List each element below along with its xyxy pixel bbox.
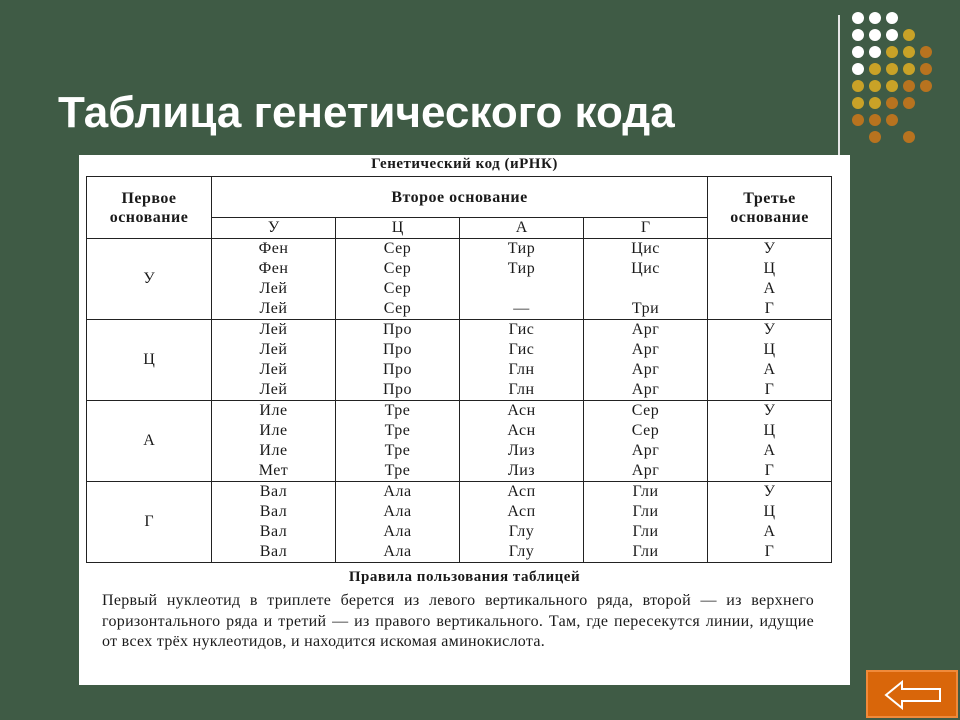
decorative-dot	[886, 29, 898, 41]
amino-acid: Лей	[259, 381, 288, 398]
genetic-code-sheet	[79, 155, 850, 685]
amino-acid: Арг	[631, 361, 660, 378]
decorative-dot	[869, 63, 881, 75]
third-base-cell	[708, 320, 832, 401]
amino-acid-cell	[212, 401, 336, 482]
decorative-dot-grid	[852, 12, 952, 162]
third-base-label: А	[763, 523, 776, 540]
third-base-cell	[708, 482, 832, 563]
third-base-cell	[708, 239, 832, 320]
header-third-base: Третье основание	[708, 177, 832, 239]
decorative-dot	[903, 80, 915, 92]
amino-acid: Ала	[383, 543, 412, 560]
amino-acid: Тре	[384, 442, 411, 459]
decorative-dot	[852, 80, 864, 92]
amino-acid: Мет	[258, 462, 289, 479]
decorative-dot	[886, 80, 898, 92]
third-base-label: Г	[764, 381, 775, 398]
amino-acid-cell	[584, 239, 708, 320]
decorative-dot	[886, 97, 898, 109]
decorative-dot	[869, 97, 881, 109]
amino-acid: Сер	[383, 240, 412, 257]
amino-acid: Вал	[259, 483, 288, 500]
third-base-label: Ц	[763, 260, 776, 277]
decorative-divider	[838, 15, 840, 155]
amino-acid: Иле	[259, 422, 288, 439]
second-base-label: Г	[584, 218, 708, 239]
codon-group-row	[87, 239, 832, 320]
decorative-dot	[886, 114, 898, 126]
arrow-left-icon	[884, 680, 942, 710]
amino-acid: Лиз	[507, 442, 536, 459]
amino-acid-cell	[584, 401, 708, 482]
amino-acid: Гис	[508, 321, 535, 338]
third-base-label: У	[763, 240, 776, 257]
decorative-dot	[852, 97, 864, 109]
third-base-label: А	[763, 361, 776, 378]
first-base-label: У	[87, 239, 212, 320]
amino-acid: Вал	[259, 503, 288, 520]
third-base-label: А	[763, 442, 776, 459]
amino-acid: Сер	[383, 280, 412, 297]
amino-acid: Сер	[631, 402, 660, 419]
amino-acid: Вал	[259, 523, 288, 540]
second-base-label: У	[212, 218, 336, 239]
amino-acid: Фен	[258, 240, 289, 257]
amino-acid: Глн	[508, 381, 535, 398]
amino-acid-cell	[336, 482, 460, 563]
decorative-dot	[852, 12, 864, 24]
amino-acid: Асн	[507, 422, 536, 439]
codon-group-row	[87, 401, 832, 482]
amino-acid-cell	[584, 482, 708, 563]
codon-group-row	[87, 320, 832, 401]
amino-acid: Арг	[631, 462, 660, 479]
amino-acid: Арг	[631, 381, 660, 398]
amino-acid: Лей	[259, 321, 288, 338]
amino-acid: Сер	[383, 300, 412, 317]
first-base-label: Ц	[87, 320, 212, 401]
decorative-dot	[903, 63, 915, 75]
amino-acid: Ала	[383, 523, 412, 540]
third-base-cell	[708, 401, 832, 482]
amino-acid-cell	[212, 320, 336, 401]
amino-acid: Гли	[632, 523, 659, 540]
amino-acid-cell	[460, 239, 584, 320]
rules-title: Правила пользования таблицей	[348, 569, 581, 585]
amino-acid: Арг	[631, 321, 660, 338]
amino-acid	[584, 279, 707, 299]
amino-acid: Иле	[259, 402, 288, 419]
amino-acid-cell	[460, 320, 584, 401]
decorative-dot	[920, 80, 932, 92]
amino-acid: Гли	[632, 503, 659, 520]
header-second-base: Второе основание	[212, 177, 708, 218]
decorative-dot	[869, 29, 881, 41]
amino-acid-cell	[584, 320, 708, 401]
third-base-label: Ц	[763, 503, 776, 520]
amino-acid: Про	[382, 321, 413, 338]
amino-acid: Про	[382, 341, 413, 358]
amino-acid: Тир	[507, 240, 536, 257]
decorative-dot	[886, 12, 898, 24]
amino-acid-cell	[460, 401, 584, 482]
slide-title: Таблица генетического кода	[58, 88, 675, 137]
decorative-dot	[920, 63, 932, 75]
amino-acid: Арг	[631, 442, 660, 459]
third-base-label: Ц	[763, 341, 776, 358]
decorative-dot	[903, 131, 915, 143]
amino-acid-cell	[212, 482, 336, 563]
amino-acid: Фен	[258, 260, 289, 277]
decorative-dot	[903, 29, 915, 41]
decorative-dot	[903, 46, 915, 58]
decorative-dot	[852, 46, 864, 58]
amino-acid: Цис	[631, 260, 660, 277]
table-caption: Генетический код (иРНК)	[371, 156, 558, 172]
third-base-label: У	[763, 483, 776, 500]
decorative-dot	[852, 114, 864, 126]
amino-acid: Ала	[383, 483, 412, 500]
codon-group-row	[87, 482, 832, 563]
decorative-dot	[852, 63, 864, 75]
amino-acid: Тре	[384, 402, 411, 419]
table-header-row	[87, 177, 832, 218]
amino-acid: Глу	[508, 523, 535, 540]
header-first-base: Первое основание	[87, 177, 212, 239]
amino-acid-cell	[336, 320, 460, 401]
amino-acid: Гли	[632, 543, 659, 560]
amino-acid: —	[513, 300, 530, 317]
amino-acid: Иле	[259, 442, 288, 459]
amino-acid: Ала	[383, 503, 412, 520]
amino-acid: Гли	[632, 483, 659, 500]
amino-acid: Лей	[259, 300, 288, 317]
decorative-dot	[852, 29, 864, 41]
third-base-label: Г	[764, 462, 775, 479]
amino-acid-cell	[460, 482, 584, 563]
decorative-dot	[886, 46, 898, 58]
amino-acid: Вал	[259, 543, 288, 560]
decorative-dot	[869, 12, 881, 24]
amino-acid: Глу	[508, 543, 535, 560]
amino-acid: Лиз	[507, 462, 536, 479]
amino-acid: Про	[382, 361, 413, 378]
amino-acid-cell	[336, 401, 460, 482]
decorative-dot	[886, 63, 898, 75]
amino-acid: Арг	[631, 341, 660, 358]
amino-acid: Асп	[507, 503, 536, 520]
first-base-label: Г	[87, 482, 212, 563]
amino-acid: Лей	[259, 280, 288, 297]
amino-acid: Сер	[383, 260, 412, 277]
first-base-label: А	[87, 401, 212, 482]
rules-text: Первый нуклеотид в триплете берется из левого вертикального ряда, второй — из верхнего горизонтального ряда и третий — из правого вертикального. Там, где пересекутся линии, идущие от всех трёх нуклеотидов, и находится искомая аминокислота.	[102, 592, 814, 650]
amino-acid: Цис	[631, 240, 660, 257]
amino-acid-cell	[336, 239, 460, 320]
third-base-label: У	[763, 321, 776, 338]
decorative-dot	[869, 131, 881, 143]
third-base-label: У	[763, 402, 776, 419]
amino-acid: Асп	[507, 483, 536, 500]
decorative-dot	[869, 80, 881, 92]
amino-acid: Глн	[508, 361, 535, 378]
amino-acid: Тре	[384, 462, 411, 479]
decorative-dot	[869, 114, 881, 126]
decorative-dot	[920, 46, 932, 58]
second-base-label: А	[460, 218, 584, 239]
amino-acid: Асн	[507, 402, 536, 419]
third-base-label: А	[763, 280, 776, 297]
decorative-dot	[869, 46, 881, 58]
amino-acid: Лей	[259, 361, 288, 378]
third-base-label: Г	[764, 543, 775, 560]
decorative-dot	[903, 97, 915, 109]
amino-acid: Лей	[259, 341, 288, 358]
back-button[interactable]	[866, 670, 958, 718]
third-base-label: Г	[764, 300, 775, 317]
amino-acid: Тре	[384, 422, 411, 439]
second-base-label: Ц	[336, 218, 460, 239]
amino-acid: Про	[382, 381, 413, 398]
amino-acid: Три	[631, 300, 660, 317]
amino-acid: Тир	[507, 260, 536, 277]
genetic-code-table	[86, 176, 832, 563]
amino-acid	[460, 279, 583, 299]
amino-acid: Гис	[508, 341, 535, 358]
third-base-label: Ц	[763, 422, 776, 439]
amino-acid-cell	[212, 239, 336, 320]
amino-acid: Сер	[631, 422, 660, 439]
